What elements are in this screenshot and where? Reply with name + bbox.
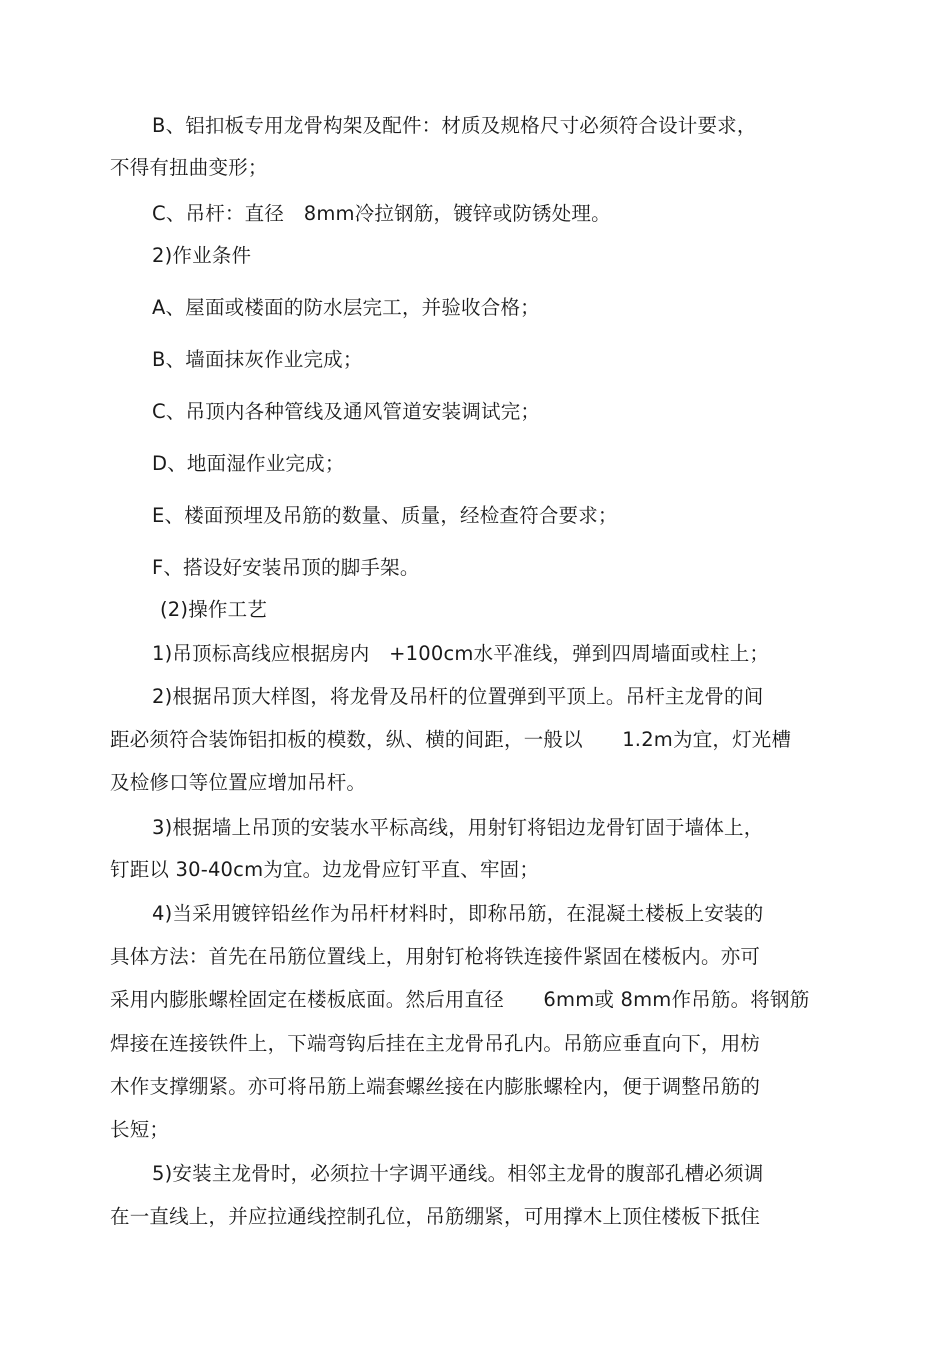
text-line: A、屋面或楼面的防水层完工，并验收合格； [152,296,540,319]
text-line: 5)安装主龙骨时，必须拉十字调平通线。相邻主龙骨的腹部孔槽必须调 [152,1162,764,1185]
text-line: E、楼面预埋及吊筋的数量、质量，经检查符合要求； [152,504,618,527]
text-line: B、铝扣板专用龙骨构架及配件：材质及规格尺寸必须符合设计要求， [152,114,757,137]
text-line: C、吊杆：直径 8mm冷拉钢筋，镀锌或防锈处理。 [152,202,611,225]
text-line: 不得有扭曲变形； [110,156,268,179]
text-line: 焊接在连接铁件上，下端弯钩后挂在主龙骨吊孔内。吊筋应垂直向下，用枋 [110,1032,761,1055]
text-line: 距必须符合装饰铝扣板的模数，纵、横的间距，一般以 1.2m为宜，灯光槽 [110,728,792,751]
text-line: 钉距以 30-40cm为宜。边龙骨应钉平直、牢固； [110,858,540,881]
text-line: 在一直线上，并应拉通线控制孔位，吊筋绷紧，可用撑木上顶住楼板下抵住 [110,1205,761,1228]
text-line: 长短； [110,1118,170,1141]
text-line: D、地面湿作业完成； [152,452,345,475]
text-line: 1)吊顶标高线应根据房内 +100cm水平准线，弹到四周墙面或柱上； [152,642,770,665]
text-line: B、墙面抹灰作业完成； [152,348,363,371]
text-line: C、吊顶内各种管线及通风管道安装调试完； [152,400,541,423]
text-line: 木作支撑绷紧。亦可将吊筋上端套螺丝接在内膨胀螺栓内，便于调整吊筋的 [110,1075,761,1098]
text-line: 3)根据墙上吊顶的安装水平标高线，用射钉将铝边龙骨钉固于墙体上， [152,816,764,839]
text-line: 4)当采用镀锌铅丝作为吊杆材料时，即称吊筋，在混凝土楼板上安装的 [152,902,764,925]
text-line: 及检修口等位置应增加吊杆。 [110,771,367,794]
text-line: 具体方法：首先在吊筋位置线上，用射钉枪将铁连接件紧固在楼板内。亦可 [110,945,761,968]
text-line: F、搭设好安装吊顶的脚手架。 [152,556,420,579]
text-line: 2)根据吊顶大样图，将龙骨及吊杆的位置弹到平顶上。吊杆主龙骨的间 [152,685,764,708]
section-heading: (2)操作工艺 [160,598,268,621]
section-heading: 2)作业条件 [152,244,252,267]
text-line: 采用内膨胀螺栓固定在楼板底面。然后用直径 6mm或 8mm作吊筋。将钢筋 [110,988,810,1011]
